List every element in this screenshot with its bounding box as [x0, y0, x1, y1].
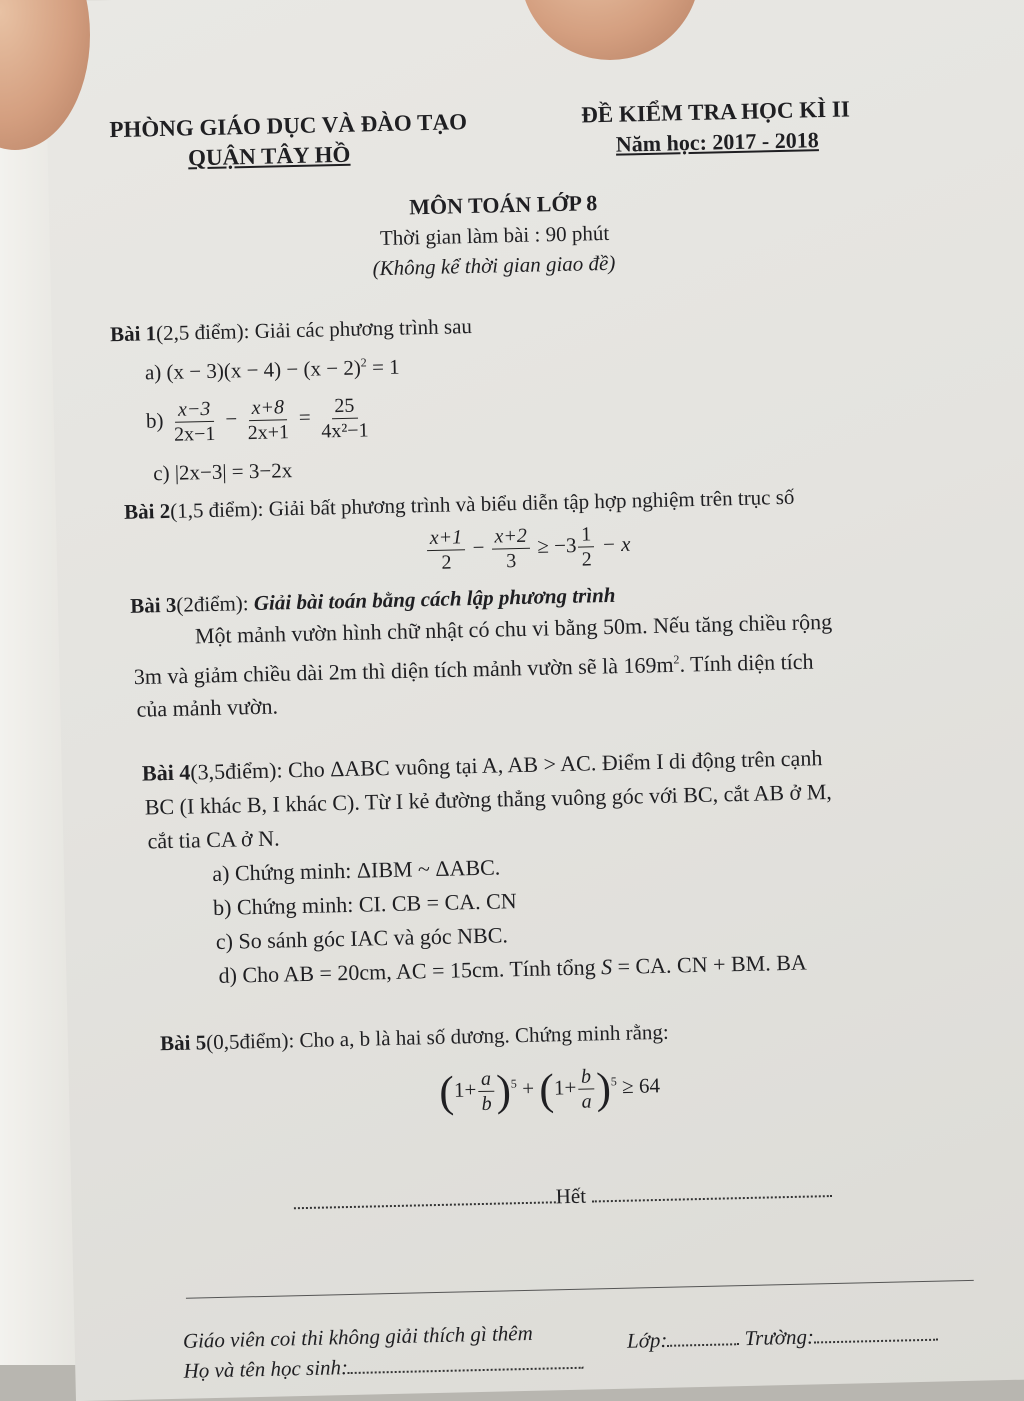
- bai5-label: Bài 5: [159, 1030, 207, 1056]
- bai5-frac-a-den: b: [481, 1092, 492, 1115]
- bai1-a-sup: 2: [360, 355, 367, 370]
- bai5-plus: +: [521, 1076, 535, 1101]
- bai2-prompt: Giải bất phương trình và biểu diễn tập hợp nghiệm trên trục số: [268, 484, 795, 521]
- bai1-b-frac2-den: 2x+1: [247, 421, 290, 445]
- bai3-heading: [130, 582, 616, 619]
- bai1-points: (2,5 điểm):: [155, 319, 250, 346]
- bai2-points: (1,5 điểm):: [169, 496, 264, 523]
- bai1-c-expr: |2x−3| = 3−2x: [174, 458, 293, 485]
- bai4-c: c) So sánh góc IAC và góc NBC.: [215, 922, 509, 954]
- bai2-frac3: [578, 522, 595, 571]
- bai2-label: Bài 2: [123, 498, 171, 524]
- bai1-b: b) $\frac{x-3}{2x-1}$ − $\frac{x+8}{2x+1}$ = $\frac{25}{\text{4x²−1}}$: [146, 393, 374, 447]
- bai1-label: Bài 1: [109, 321, 157, 347]
- bai5-frac-a-num: a: [478, 1067, 495, 1092]
- bai1-a-label: a): [144, 360, 162, 385]
- bai5-prompt: Cho a, b là hai số dương. Chứng minh rằng:: [299, 1019, 669, 1053]
- bai2-frac1-den: 2: [441, 551, 452, 574]
- bai1-a-expr: (x − 3)(x − 4) − (x − 2): [166, 355, 362, 384]
- bai1-b-frac3: [317, 393, 371, 443]
- bai4-points: (3,5điểm):: [190, 757, 283, 785]
- bai1-b-frac1-den: 2x−1: [173, 422, 216, 446]
- bai4-b: b) Chứng minh: CI. CB = CA. CN: [212, 888, 517, 921]
- subject-title: MÔN TOÁN LỚP 8: [408, 190, 598, 220]
- exam-title: ĐỀ KIỂM TRA HỌC KÌ II: [580, 96, 851, 128]
- bai1-a: [145, 349, 400, 386]
- bai3-line2: [133, 643, 813, 690]
- bai2-frac3-num: 1: [578, 522, 595, 547]
- bai2-frac2: [491, 524, 530, 574]
- bai3-points: (2điểm):: [176, 591, 249, 617]
- bai5-exp-b: 5: [610, 1074, 617, 1089]
- footer-invigilator: Giáo viên coi thi không giải thích gì thêm: [182, 1320, 534, 1353]
- bai5-heading: [160, 1019, 669, 1057]
- bai4-d-part2: = CA. CN + BM. BA: [611, 949, 808, 979]
- footer-class: [627, 1321, 939, 1354]
- bai4-line1-text: Cho ΔABC vuông tại A, AB > AC. Điểm I di động trên cạnh: [287, 745, 823, 783]
- bai2-inequality: $\frac{x+1}{2}$ − $\frac{x+2}{3}$ ≥ −3 $\frac{1}{2}$ − x: [424, 521, 631, 575]
- bai2-frac2-num: x+2: [491, 524, 530, 550]
- bai4-line1: [142, 745, 823, 786]
- bai1-b-frac3-den: 4x²−1: [321, 419, 369, 443]
- bai3-line2a: 3m và giảm chiều dài 2m thì diện tích mảnh vườn sẽ là 169m: [133, 651, 674, 690]
- bai1-b-frac2: [244, 395, 292, 445]
- exam-time-note: (Không kể thời gian giao đề): [372, 250, 616, 281]
- bai4-label: Bài 4: [141, 759, 191, 786]
- bai5-frac-b-num: b: [578, 1064, 595, 1089]
- bai1-c-label: c): [152, 460, 170, 486]
- bai4-line2: BC (I khác B, I khác C). Từ I kẻ đường thẳng vuông góc với BC, cắt AB ở M,: [144, 778, 832, 820]
- bai1-prompt: Giải các phương trình sau: [254, 314, 473, 343]
- footer-divider: [186, 1280, 974, 1299]
- bai5-one-b: 1+: [553, 1075, 577, 1100]
- bai2-frac3-den: 2: [581, 548, 592, 571]
- bai4-d-s: S: [600, 953, 613, 980]
- dept-line1: PHÒNG GIÁO DỤC VÀ ĐÀO TẠO: [109, 109, 468, 143]
- school-dots: [814, 1321, 938, 1344]
- bai2-heading: [124, 484, 795, 525]
- bai5-frac-a: [478, 1067, 495, 1116]
- bai2-frac1: [426, 525, 465, 575]
- school-label: Trường:: [744, 1324, 815, 1351]
- bai1-heading: [110, 313, 472, 347]
- end-marker: [293, 1177, 831, 1215]
- bai1-b-frac2-num: x+8: [248, 395, 287, 421]
- bai3-line2-sup: 2: [673, 652, 680, 667]
- bai4-d: [218, 950, 807, 989]
- bai2-frac1-num: x+1: [426, 525, 465, 551]
- bai1-b-frac1: [170, 397, 218, 447]
- bai1-c: [153, 457, 293, 486]
- bai5-frac-b-den: a: [581, 1090, 592, 1113]
- bai5-exp-a: 5: [510, 1076, 517, 1091]
- bai5-frac-b: [578, 1064, 595, 1113]
- bai4-a: a) Chứng minh: ΔIBM ~ ΔABC.: [212, 854, 501, 887]
- bai2-mid: ≥ −3: [537, 533, 577, 558]
- bai1-b-frac3-num: 25: [331, 394, 358, 420]
- bai4-line3: cắt tia CA ở N.: [147, 825, 280, 854]
- bai1-b-frac1-num: x−3: [175, 397, 214, 423]
- school-year: Năm học: 2017 - 2018: [615, 127, 819, 157]
- bai4-d-part1: d) Cho AB = 20cm, AC = 15cm. Tính tổng: [218, 954, 602, 988]
- dept-line2: QUẬN TÂY HỒ: [187, 141, 351, 171]
- student-name-label: Họ và tên học sinh:: [183, 1355, 349, 1383]
- student-name-dots: [348, 1349, 584, 1374]
- end-text: Hết: [555, 1183, 587, 1209]
- class-label: Lớp:: [626, 1327, 668, 1353]
- bai5-one-a: 1+: [453, 1077, 477, 1102]
- bai2-frac2-den: 3: [505, 550, 517, 573]
- end-dots-left: [293, 1183, 555, 1209]
- class-dots: [667, 1325, 739, 1347]
- bai1-a-rhs: = 1: [371, 354, 400, 380]
- bai3-line2b: . Tính diện tích: [679, 648, 814, 677]
- end-dots-right: [591, 1177, 831, 1202]
- bai3-line1: Một mảnh vườn hình chữ nhật có chu vi bằng 50m. Nếu tăng chiều rộng: [194, 608, 833, 649]
- bai1-b-label: b): [145, 408, 164, 433]
- bai3-prompt: Giải bài toán bằng cách lập phương trình: [253, 582, 616, 616]
- bai5-rhs: ≥ 64: [621, 1073, 661, 1099]
- bai5-points: (0,5điểm):: [205, 1028, 295, 1055]
- bai3-label: Bài 3: [129, 592, 177, 618]
- exam-time: Thời gian làm bài : 90 phút: [379, 220, 610, 251]
- bai3-line3: của mảnh vườn.: [136, 693, 279, 722]
- bai2-tail: − x: [601, 531, 631, 557]
- bai5-inequality: (1+ $\frac{a}{b}$ )$^5$ + (1+ $\frac{b}{a}$ )$^5$ ≥ 64: [438, 1063, 661, 1117]
